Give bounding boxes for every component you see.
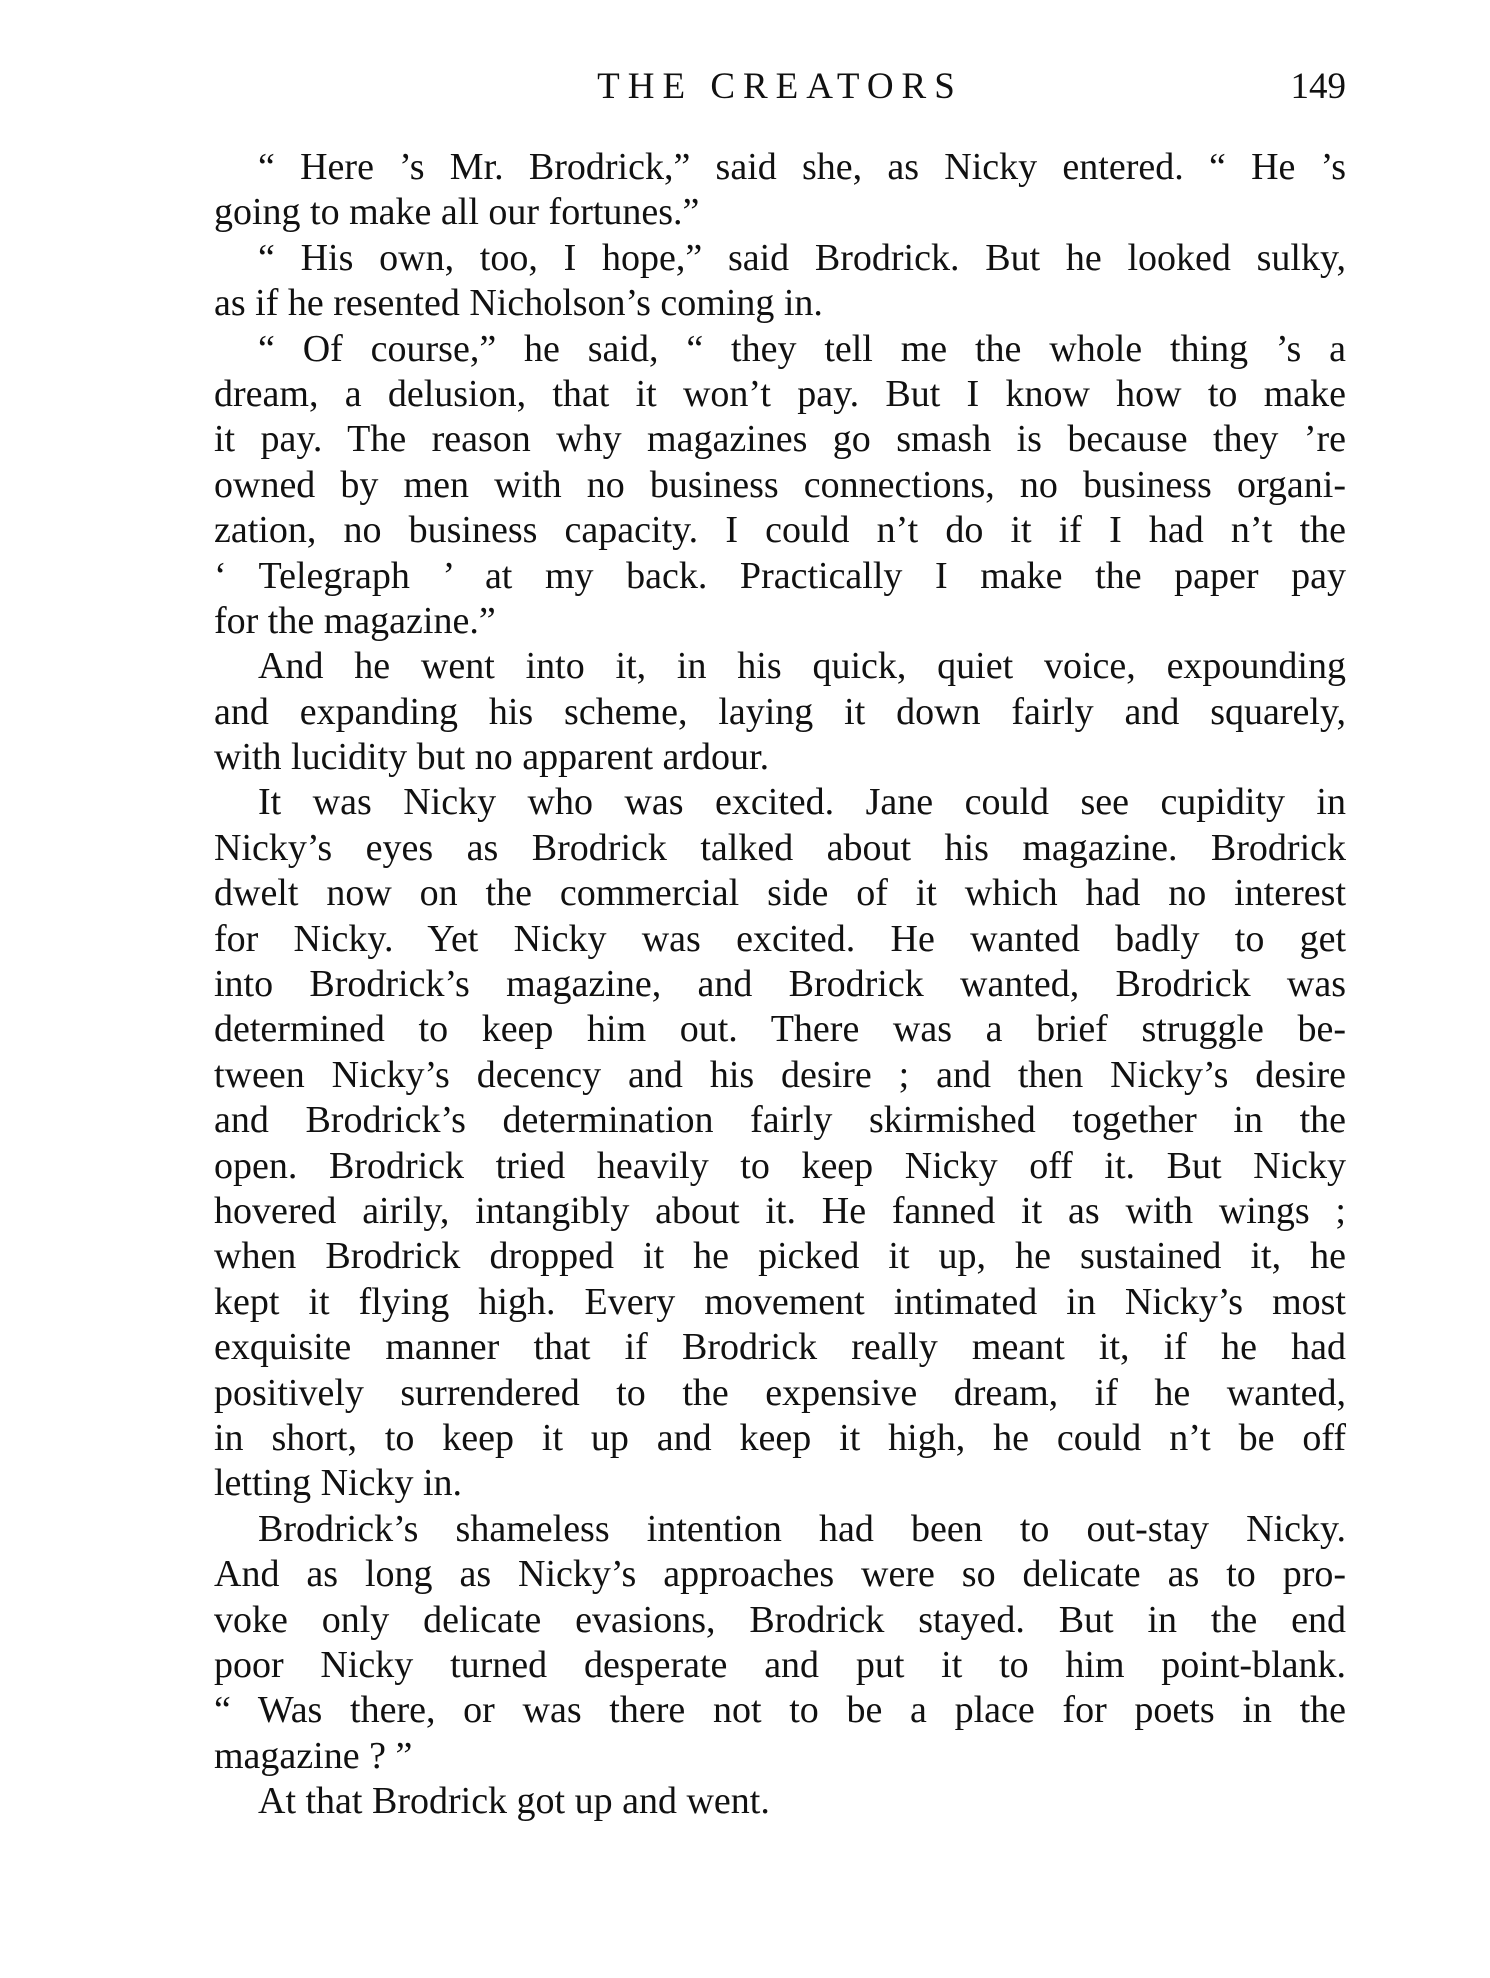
text-line: in short, to keep it up and keep it high, he could n’t be off (214, 1416, 1346, 1459)
text-line: Brodrick’s shameless intention had been to out-stay Nicky. (258, 1507, 1346, 1550)
text-line: “ His own, too, I hope,” said Brodrick. But he looked sulky, (258, 236, 1346, 279)
text-line: ‘ Telegraph ’ at my back. Practically I make the paper pay (214, 554, 1346, 597)
text-line: It was Nicky who was excited. Jane could see cupidity in (258, 781, 1346, 824)
text-line: tween Nicky’s decency and his desire ; and then Nicky’s desire (214, 1053, 1346, 1096)
text-line: letting Nicky in. (214, 1462, 463, 1505)
text-line: and Brodrick’s determination fairly skirmished together in the (214, 1099, 1346, 1142)
body-text (214, 145, 1346, 1824)
text-line: hovered airily, intangibly about it. He fanned it as with wings ; (214, 1189, 1346, 1232)
text-line: dream, a delusion, that it won’t pay. But I know how to make (214, 372, 1346, 415)
text-line: dwelt now on the commercial side of it which had no interest (214, 872, 1346, 915)
text-line: as if he resented Nicholson’s coming in. (214, 282, 823, 325)
text-line: magazine ? ” (214, 1734, 413, 1777)
paragraph (214, 644, 1346, 780)
text-line: with lucidity but no apparent ardour. (214, 736, 770, 779)
text-line: going to make all our fortunes.” (214, 191, 700, 234)
text-line: and expanding his scheme, laying it down fairly and squarely, (214, 690, 1346, 733)
text-line: “ Here ’s Mr. Brodrick,” said she, as Nicky entered. “ He ’s (258, 146, 1346, 188)
paragraph (214, 327, 1346, 645)
text-line: poor Nicky turned desperate and put it to him point-blank. (214, 1643, 1346, 1686)
text-line: determined to keep him out. There was a brief struggle be- (214, 1008, 1346, 1051)
text-line: At that Brodrick got up and went. (258, 1780, 770, 1823)
text-line: “ Was there, or was there not to be a place for poets in the (214, 1689, 1346, 1732)
text-line: positively surrendered to the expensive dream, if he wanted, (214, 1371, 1346, 1414)
text-line: exquisite manner that if Brodrick really meant it, if he had (214, 1326, 1346, 1369)
paragraph (214, 1779, 1346, 1824)
text-line: for Nicky. Yet Nicky was excited. He wanted badly to get (214, 917, 1346, 960)
page-number: 149 (1290, 66, 1346, 107)
text-line: voke only delicate evasions, Brodrick stayed. But in the end (214, 1598, 1346, 1641)
running-title: THE CREATORS (597, 66, 963, 107)
text-line: zation, no business capacity. I could n’t do it if I had n’t the (214, 509, 1346, 552)
text-line: Nicky’s eyes as Brodrick talked about his magazine. Brodrick (214, 826, 1346, 869)
text-line: it pay. The reason why magazines go smash is because they ’re (214, 418, 1346, 461)
paragraph (214, 145, 1346, 236)
paragraph (214, 236, 1346, 327)
text-line: And as long as Nicky’s approaches were so delicate as to pro- (214, 1553, 1346, 1596)
text-line: for the magazine.” (214, 599, 496, 642)
text-line: open. Brodrick tried heavily to keep Nicky off it. But Nicky (214, 1144, 1346, 1187)
paragraph (214, 780, 1346, 1506)
text-line: owned by men with no business connections, no business organi- (214, 463, 1346, 506)
text-line: And he went into it, in his quick, quiet voice, expounding (258, 645, 1346, 688)
running-head (214, 62, 1346, 112)
text-line: when Brodrick dropped it he picked it up, he sustained it, he (214, 1235, 1346, 1278)
paragraph (214, 1507, 1346, 1779)
text-line: kept it flying high. Every movement intimated in Nicky’s most (214, 1280, 1346, 1323)
text-line: into Brodrick’s magazine, and Brodrick wanted, Brodrick was (214, 963, 1346, 1006)
text-line: “ Of course,” he said, “ they tell me the whole thing ’s a (258, 327, 1346, 370)
